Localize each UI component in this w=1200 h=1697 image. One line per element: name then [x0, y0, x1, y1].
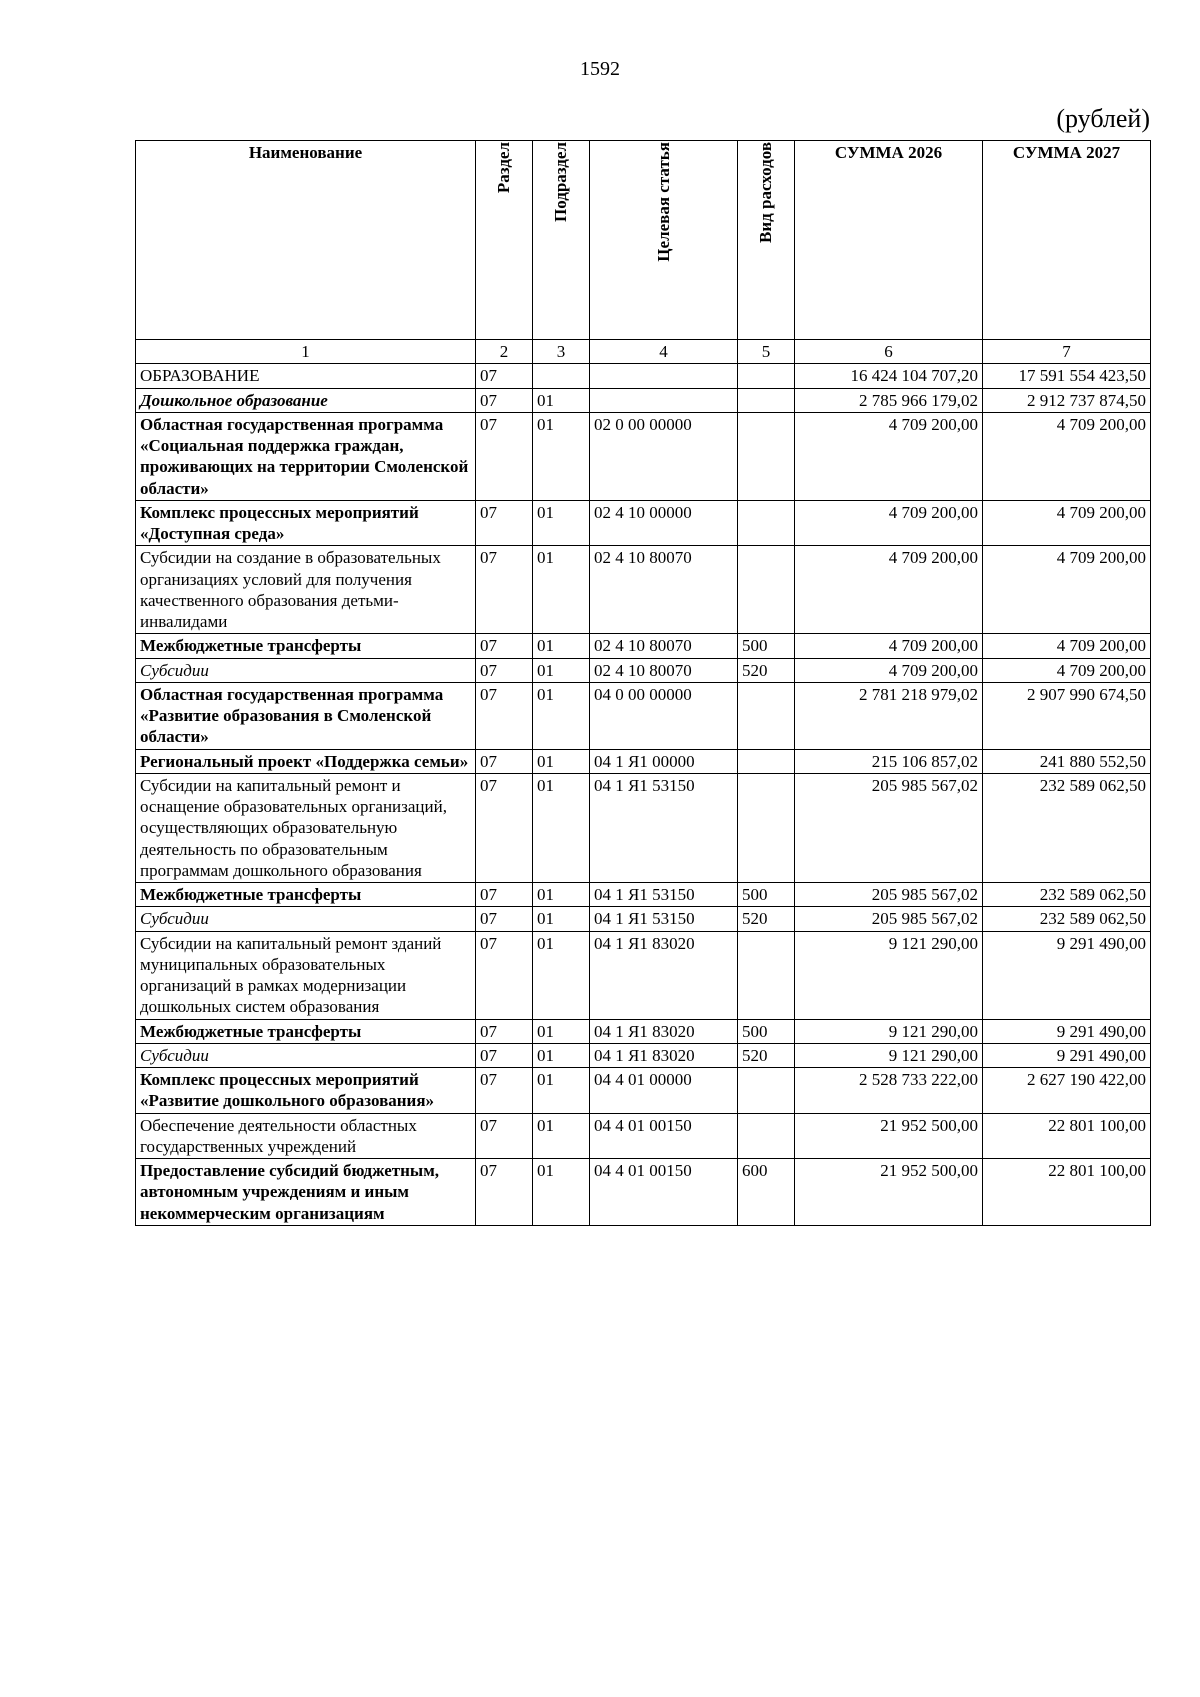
row-sum-2027: 4 709 200,00 [983, 658, 1151, 682]
row-section: 07 [476, 773, 533, 882]
row-sum-2026: 16 424 104 707,20 [795, 364, 983, 388]
row-target-article: 04 1 Я1 83020 [590, 931, 738, 1019]
row-sum-2027: 232 589 062,50 [983, 907, 1151, 931]
row-subsection: 01 [533, 634, 590, 658]
row-name: Предоставление субсидий бюджетным, автономным учреждениям и иным некоммерческим организациям [136, 1159, 476, 1226]
row-sum-2026: 205 985 567,02 [795, 907, 983, 931]
row-expense-type [738, 500, 795, 546]
row-subsection: 01 [533, 1113, 590, 1159]
row-sum-2026: 2 528 733 222,00 [795, 1068, 983, 1114]
row-subsection: 01 [533, 412, 590, 500]
row-subsection: 01 [533, 682, 590, 749]
row-sum-2027: 4 709 200,00 [983, 546, 1151, 634]
row-sum-2026: 4 709 200,00 [795, 412, 983, 500]
row-target-article: 04 1 Я1 83020 [590, 1019, 738, 1043]
table-row [136, 546, 1151, 634]
row-target-article: 02 4 10 80070 [590, 546, 738, 634]
column-number: 2 [476, 340, 533, 364]
row-sum-2027: 232 589 062,50 [983, 883, 1151, 907]
row-sum-2027: 232 589 062,50 [983, 773, 1151, 882]
row-section: 07 [476, 1159, 533, 1226]
row-target-article: 04 1 Я1 00000 [590, 749, 738, 773]
header-section [476, 141, 533, 340]
row-subsection: 01 [533, 1068, 590, 1114]
row-subsection: 01 [533, 500, 590, 546]
row-sum-2026: 4 709 200,00 [795, 658, 983, 682]
row-expense-type: 520 [738, 1043, 795, 1067]
row-target-article: 02 4 10 80070 [590, 634, 738, 658]
row-sum-2027: 9 291 490,00 [983, 931, 1151, 1019]
row-expense-type: 520 [738, 907, 795, 931]
table-body [136, 364, 1151, 1226]
column-number: 3 [533, 340, 590, 364]
header-expense-type-text: Вид расходов [756, 142, 776, 243]
header-sum-2027 [983, 141, 1151, 340]
table-row [136, 388, 1151, 412]
row-subsection: 01 [533, 388, 590, 412]
row-section: 07 [476, 1019, 533, 1043]
row-expense-type [738, 773, 795, 882]
row-subsection: 01 [533, 907, 590, 931]
row-sum-2026: 21 952 500,00 [795, 1159, 983, 1226]
row-name: Дошкольное образование [136, 388, 476, 412]
table-row [136, 907, 1151, 931]
column-number: 5 [738, 340, 795, 364]
row-expense-type [738, 412, 795, 500]
row-sum-2027: 2 907 990 674,50 [983, 682, 1151, 749]
row-section: 07 [476, 907, 533, 931]
row-sum-2027: 4 709 200,00 [983, 500, 1151, 546]
row-section: 07 [476, 546, 533, 634]
budget-table [135, 140, 1151, 1226]
header-subsection [533, 141, 590, 340]
row-sum-2026: 215 106 857,02 [795, 749, 983, 773]
row-expense-type [738, 388, 795, 412]
header-section-text: Раздел [494, 142, 514, 194]
row-target-article [590, 364, 738, 388]
row-expense-type [738, 364, 795, 388]
header-sum-2026 [795, 141, 983, 340]
table-row [136, 1068, 1151, 1114]
row-expense-type [738, 749, 795, 773]
row-sum-2026: 205 985 567,02 [795, 773, 983, 882]
row-sum-2026: 4 709 200,00 [795, 500, 983, 546]
row-subsection: 01 [533, 1159, 590, 1226]
row-sum-2026: 4 709 200,00 [795, 634, 983, 658]
row-expense-type: 520 [738, 658, 795, 682]
table-row [136, 682, 1151, 749]
column-number: 7 [983, 340, 1151, 364]
row-name: Региональный проект «Поддержка семьи» [136, 749, 476, 773]
row-target-article: 02 0 00 00000 [590, 412, 738, 500]
column-number: 1 [136, 340, 476, 364]
row-expense-type: 500 [738, 1019, 795, 1043]
row-expense-type [738, 931, 795, 1019]
row-section: 07 [476, 1043, 533, 1067]
header-target-text: Целевая статья [653, 142, 673, 262]
row-name: Субсидии [136, 907, 476, 931]
row-sum-2026: 21 952 500,00 [795, 1113, 983, 1159]
table-row [136, 658, 1151, 682]
row-section: 07 [476, 364, 533, 388]
row-name: Областная государственная программа «Социальная поддержка граждан, проживающих на территории Смоленской области» [136, 412, 476, 500]
row-sum-2027: 2 627 190 422,00 [983, 1068, 1151, 1114]
row-section: 07 [476, 500, 533, 546]
row-sum-2026: 9 121 290,00 [795, 1043, 983, 1067]
table-row [136, 1159, 1151, 1226]
row-target-article: 04 1 Я1 53150 [590, 773, 738, 882]
row-expense-type [738, 1068, 795, 1114]
row-name: Субсидии на создание в образовательных организациях условий для получения качественного образования детьми-инвалидами [136, 546, 476, 634]
row-name: Межбюджетные трансферты [136, 1019, 476, 1043]
table-row [136, 773, 1151, 882]
row-expense-type: 500 [738, 634, 795, 658]
row-name: Субсидии на капитальный ремонт и оснащение образовательных организаций, осуществляющих образовательную деятельность по образовательным программам дошкольного образования [136, 773, 476, 882]
row-target-article: 04 1 Я1 53150 [590, 907, 738, 931]
row-subsection: 01 [533, 883, 590, 907]
table-row [136, 1019, 1151, 1043]
row-subsection [533, 364, 590, 388]
row-target-article: 04 4 01 00150 [590, 1159, 738, 1226]
row-sum-2027: 4 709 200,00 [983, 634, 1151, 658]
units-label: (рублей) [1056, 104, 1150, 133]
header-row [136, 141, 1151, 340]
header-subsection-text: Подраздел [551, 142, 571, 222]
row-target-article [590, 388, 738, 412]
row-name: Обеспечение деятельности областных государственных учреждений [136, 1113, 476, 1159]
header-expense-type [738, 141, 795, 340]
row-sum-2027: 22 801 100,00 [983, 1159, 1151, 1226]
row-target-article: 04 1 Я1 53150 [590, 883, 738, 907]
table-row [136, 1043, 1151, 1067]
header-sum-2026-text: СУММА 2026 [834, 143, 943, 162]
row-subsection: 01 [533, 546, 590, 634]
table-row [136, 412, 1151, 500]
table-row [136, 883, 1151, 907]
column-number: 6 [795, 340, 983, 364]
row-sum-2026: 9 121 290,00 [795, 931, 983, 1019]
row-sum-2027: 4 709 200,00 [983, 412, 1151, 500]
row-section: 07 [476, 1068, 533, 1114]
row-section: 07 [476, 388, 533, 412]
row-sum-2026: 2 781 218 979,02 [795, 682, 983, 749]
row-subsection: 01 [533, 1043, 590, 1067]
row-sum-2026: 4 709 200,00 [795, 546, 983, 634]
row-section: 07 [476, 1113, 533, 1159]
row-target-article: 04 0 00 00000 [590, 682, 738, 749]
row-name: Межбюджетные трансферты [136, 634, 476, 658]
row-name: Комплекс процессных мероприятий «Развитие дошкольного образования» [136, 1068, 476, 1114]
header-name-text: Наименование [248, 143, 363, 162]
row-target-article: 04 4 01 00150 [590, 1113, 738, 1159]
row-expense-type [738, 546, 795, 634]
row-sum-2027: 9 291 490,00 [983, 1043, 1151, 1067]
row-subsection: 01 [533, 658, 590, 682]
row-subsection: 01 [533, 931, 590, 1019]
row-name: Субсидии на капитальный ремонт зданий муниципальных образовательных организаций в рамках модернизации дошкольных систем образования [136, 931, 476, 1019]
row-name: Субсидии [136, 1043, 476, 1067]
table-row [136, 634, 1151, 658]
table-row [136, 931, 1151, 1019]
row-section: 07 [476, 931, 533, 1019]
table-row [136, 749, 1151, 773]
row-name: Комплекс процессных мероприятий «Доступная среда» [136, 500, 476, 546]
row-section: 07 [476, 883, 533, 907]
column-number: 4 [590, 340, 738, 364]
row-sum-2026: 205 985 567,02 [795, 883, 983, 907]
row-expense-type [738, 682, 795, 749]
row-name: Межбюджетные трансферты [136, 883, 476, 907]
row-name: Субсидии [136, 658, 476, 682]
row-sum-2026: 9 121 290,00 [795, 1019, 983, 1043]
row-sum-2027: 17 591 554 423,50 [983, 364, 1151, 388]
row-section: 07 [476, 634, 533, 658]
header-name [136, 141, 476, 340]
row-name: Областная государственная программа «Развитие образования в Смоленской области» [136, 682, 476, 749]
row-target-article: 02 4 10 80070 [590, 658, 738, 682]
table-row [136, 500, 1151, 546]
row-target-article: 04 1 Я1 83020 [590, 1043, 738, 1067]
row-sum-2027: 9 291 490,00 [983, 1019, 1151, 1043]
row-subsection: 01 [533, 749, 590, 773]
row-expense-type: 600 [738, 1159, 795, 1226]
row-section: 07 [476, 412, 533, 500]
row-sum-2027: 241 880 552,50 [983, 749, 1151, 773]
row-subsection: 01 [533, 1019, 590, 1043]
row-section: 07 [476, 658, 533, 682]
row-target-article: 04 4 01 00000 [590, 1068, 738, 1114]
row-sum-2027: 2 912 737 874,50 [983, 388, 1151, 412]
row-sum-2026: 2 785 966 179,02 [795, 388, 983, 412]
row-section: 07 [476, 749, 533, 773]
page-number: 1592 [580, 58, 620, 80]
row-target-article: 02 4 10 00000 [590, 500, 738, 546]
row-subsection: 01 [533, 773, 590, 882]
row-name: ОБРАЗОВАНИЕ [136, 364, 476, 388]
header-target [590, 141, 738, 340]
table-row [136, 364, 1151, 388]
table-row [136, 1113, 1151, 1159]
row-section: 07 [476, 682, 533, 749]
row-expense-type: 500 [738, 883, 795, 907]
row-expense-type [738, 1113, 795, 1159]
column-number-row [136, 340, 1151, 364]
header-sum-2027-text: СУММА 2027 [1012, 143, 1121, 162]
row-sum-2027: 22 801 100,00 [983, 1113, 1151, 1159]
